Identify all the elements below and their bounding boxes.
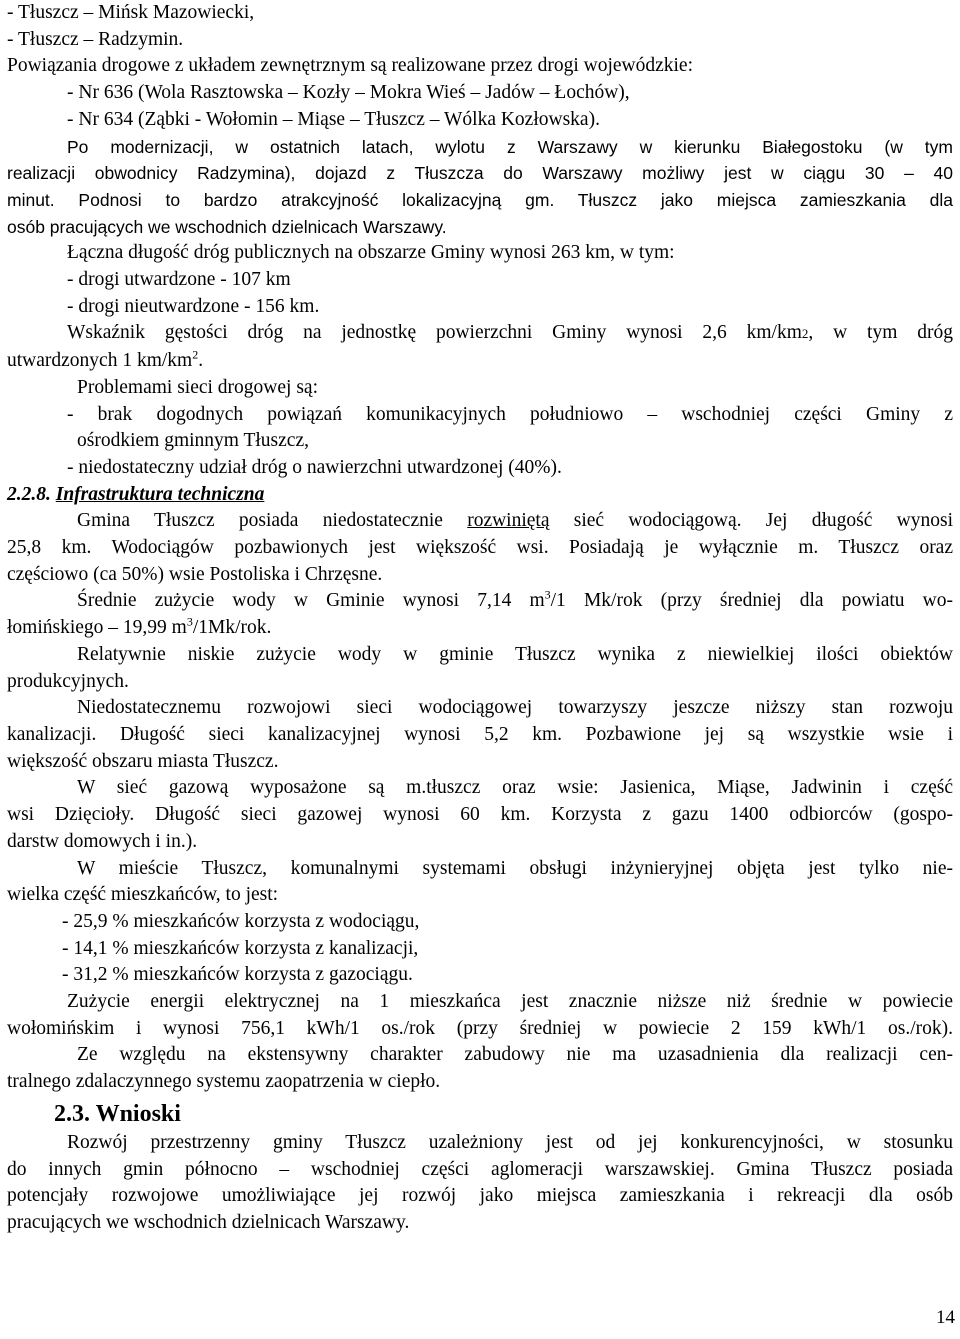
road-list-item: - Nr 636 (Wola Rasztowska – Kozły – Mokra Wieś – Jadów – Łochów), — [67, 82, 630, 104]
problem-list-item: - brak dogodnych powiązań komunikacyjnych południowo – wschodniej części Gminy z — [67, 403, 953, 425]
road-list-item: - drogi utwardzone - 107 km — [67, 269, 291, 291]
paragraph-line: W mieście Tłuszcz, komunalnymi systemami obsługi inżynieryjnej objęta jest tylko nie- — [77, 857, 953, 879]
paragraph-line: realizacji obwodnicy Radzymina), dojazd z Tłuszcza do Warszawy możliwy jest w ciągu 30 – 40 — [7, 163, 953, 184]
paragraph-line: potencjały rozwojowe umożliwiające jej rozwój jako miejsca zamieszkania i rekreacji dla osób — [7, 1185, 953, 1207]
paragraph-line: osób pracujących we wschodnich dzielnicach Warszawy. — [7, 216, 447, 237]
paragraph-line: Po modernizacji, w ostatnich latach, wylotu z Warszawy w kierunku Białegostoku (w tym — [67, 136, 953, 157]
utility-list-item: - 31,2 % mieszkańców korzysta z gazociągu. — [62, 964, 413, 986]
paragraph-line: wołomińskim i wynosi 756,1 kWh/1 os./rok (przy średniej w powiecie 2 159 kWh/1 os./rok). — [7, 1017, 953, 1039]
paragraph-line: Zużycie energii elektrycznej na 1 mieszkańca jest znacznie niższe niż średnie w powiecie — [67, 991, 953, 1013]
paragraph-line: W sieć gazową wyposażone są m.tłuszcz oraz wsie: Jasienica, Miąse, Jadwinin i część — [77, 777, 953, 799]
paragraph-line: Rozwój przestrzenny gminy Tłuszcz uzależniony jest od jej konkurencyjności, w stosunku — [67, 1131, 953, 1153]
paragraph-line: Ze względu na ekstensywny charakter zabudowy nie ma uzasadnienia dla realizacji cen- — [77, 1044, 953, 1066]
utility-list-item: - 25,9 % mieszkańców korzysta z wodociągu, — [62, 910, 420, 932]
paragraph-line: 25,8 km. Wodociągów pozbawionych jest większość wsi. Posiadają je wyłącznie m. Tłuszcz oraz — [7, 537, 953, 559]
section-heading-infrastructure: 2.2.8. Infrastruktura techniczna — [7, 483, 265, 505]
paragraph-line: Średnie zużycie wody w Gminie wynosi 7,14 $m^3/1$ Mk/rok (przy średniej dla powiatu wo- — [77, 587, 954, 612]
paragraph-line: do innych gmin północno – wschodniej części aglomeracji warszawskiej. Gmina Tłuszcz posiada — [7, 1158, 953, 1180]
page-number: 14 — [936, 1307, 955, 1329]
paragraph-line: Relatywnie niskie zużycie wody w gminie Tłuszcz wynika z niewielkiej ilości obiektów — [77, 643, 953, 665]
paragraph-line: darstw domowych i in.). — [7, 830, 198, 852]
section-heading-conclusions: 2.3. Wnioski — [54, 1100, 181, 1127]
road-list-item: - drogi nieutwardzone - 156 km. — [67, 295, 320, 317]
paragraph-line: utwardzonych 1 $km/km^2$. — [7, 347, 204, 372]
road-connection-2: - Tłuszcz – Radzymin. — [7, 28, 184, 50]
paragraph-line: wsi Dzięcioły. Długość sieci gazowej wynosi 60 km. Korzysta z gazu 1400 odbiorców (gospo- — [7, 804, 953, 826]
paragraph-line: Łączna długość dróg publicznych na obszarze Gminy wynosi 263 km, w tym: — [67, 242, 675, 264]
problem-list-item: - niedostateczny udział dróg o nawierzchni utwardzonej (40%). — [67, 456, 562, 478]
paragraph-line: minut. Podnosi to bardzo atrakcyjność lokalizacyjną gm. Tłuszcz jako miejsca zamieszkania dla — [7, 189, 953, 210]
paragraph-line: łomińskiego – 19,99 $m^3/1Mk$/rok. — [7, 614, 272, 639]
paragraph-line: Powiązania drogowe z układem zewnętrznym są realizowane przez drogi wojewódzkie: — [7, 55, 694, 77]
paragraph-line: produkcyjnych. — [7, 670, 129, 692]
paragraph-line: Niedostatecznemu rozwojowi sieci wodociągowej towarzyszy jeszcze niższy stan rozwoju — [77, 697, 953, 719]
problem-list-item: ośrodkiem gminnym Tłuszcz, — [77, 430, 309, 452]
paragraph-line: pracujących we wschodnich dzielnicach Warszawy. — [7, 1211, 410, 1233]
paragraph-line: Problemami sieci drogowej są: — [77, 376, 318, 398]
paragraph-line: Wskaźnik gęstości dróg na jednostkę powierzchni Gminy wynosi 2,6 km/km2, w tym dróg — [67, 322, 953, 344]
paragraph-line: większość obszaru miasta Tłuszcz. — [7, 750, 279, 772]
paragraph-line: częściowo (ca 50%) wsie Postoliska i Chrzęsne. — [7, 563, 383, 585]
paragraph-line: Gmina Tłuszcz posiada niedostatecznie rozwiniętą sieć wodociągową. Jej długość wynosi — [77, 510, 954, 532]
paragraph-line: wielka część mieszkańców, to jest: — [7, 884, 279, 906]
paragraph-line: kanalizacji. Długość sieci kanalizacyjnej wynosi 5,2 km. Pozbawione jej są wszystkie wsie i — [7, 723, 953, 745]
paragraph-line: tralnego zdalaczynnego systemu zaopatrzenia w ciepło. — [7, 1071, 441, 1093]
road-list-item: - Nr 634 (Ząbki - Wołomin – Miąse – Tłuszcz – Wólka Kozłowska). — [67, 108, 600, 130]
utility-list-item: - 14,1 % mieszkańców korzysta z kanalizacji, — [62, 937, 419, 959]
road-connection-1: - Tłuszcz – Mińsk Mazowiecki, — [7, 2, 255, 23]
